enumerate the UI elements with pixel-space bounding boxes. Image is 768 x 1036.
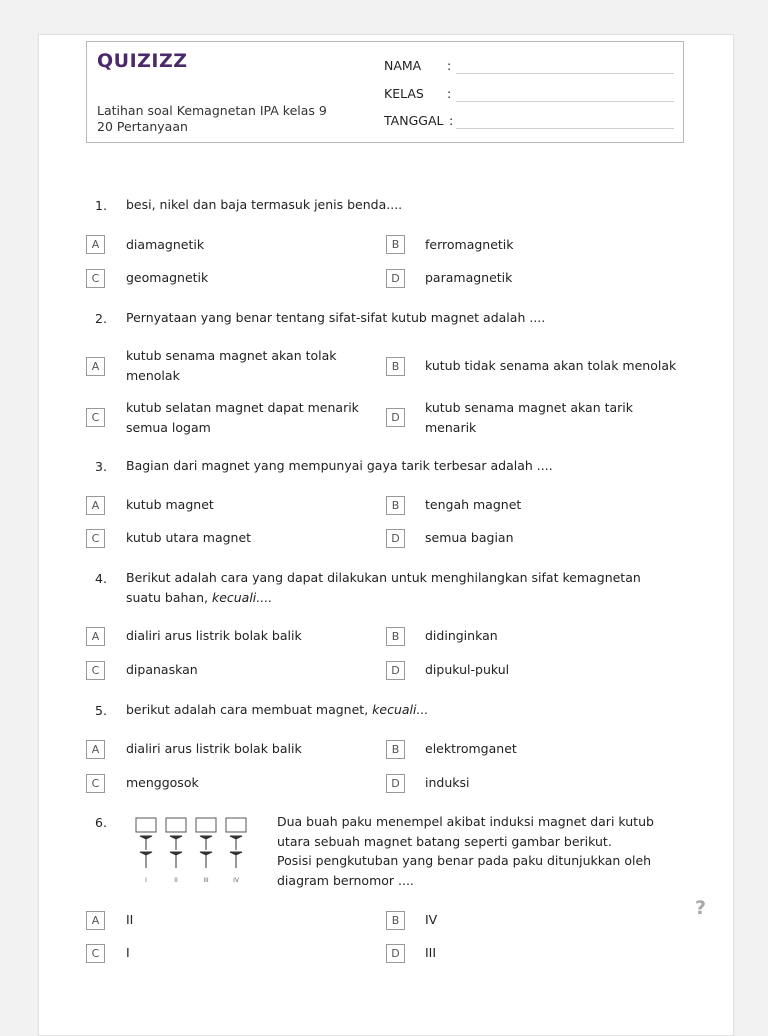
option-text: kutub senama magnet akan tolak menolak: [126, 348, 337, 383]
quiz-title: Latihan soal Kemagnetan IPA kelas 9: [97, 103, 327, 118]
option-text: IV: [425, 912, 438, 927]
option-letter[interactable]: D: [386, 774, 405, 793]
option-text: kutub senama magnet akan tarik menarik: [425, 400, 634, 435]
option-text: paramagnetik: [425, 270, 513, 285]
date-line: [456, 128, 674, 129]
option-text: kutub utara magnet: [126, 530, 252, 545]
class-field: KELAS :: [384, 84, 676, 112]
option-text: kutub selatan magnet dapat menarik semua logam: [126, 400, 359, 435]
option-text: dialiri arus listrik bolak balik: [126, 741, 302, 756]
option-letter[interactable]: A: [86, 496, 105, 515]
magnet-bar: [196, 818, 216, 832]
field-label: TANGGAL: [384, 113, 444, 128]
student-fields: [384, 56, 676, 139]
option-text: dipukul-pukul: [425, 662, 510, 677]
option-text: induksi: [425, 775, 470, 790]
option-text: semua bagian: [425, 530, 514, 545]
magnet-bar: [226, 818, 246, 832]
magnet-nail-diagram: [130, 816, 254, 886]
field-label: KELAS: [384, 85, 424, 101]
option-letter[interactable]: D: [386, 944, 405, 963]
option-letter[interactable]: D: [386, 269, 405, 288]
option-text: II: [126, 912, 134, 927]
option-text: tengah magnet: [425, 497, 522, 512]
option-text: diamagnetik: [126, 237, 205, 252]
diagram-label: III: [203, 877, 209, 884]
option-letter[interactable]: D: [386, 661, 405, 680]
option-letter[interactable]: A: [86, 911, 105, 930]
question-number: 6.: [95, 815, 107, 830]
option-letter[interactable]: C: [86, 661, 105, 680]
question-number: 5.: [95, 703, 107, 718]
option-text: menggosok: [126, 775, 199, 790]
option-text: elektromganet: [425, 741, 517, 756]
diagram-label: II: [174, 877, 178, 884]
option-letter[interactable]: B: [386, 235, 405, 254]
option-text: ferromagnetik: [425, 237, 514, 252]
option-letter[interactable]: A: [86, 740, 105, 759]
option-letter[interactable]: B: [386, 357, 405, 376]
option-letter[interactable]: C: [86, 529, 105, 548]
diagram-label: IV: [233, 877, 239, 884]
option-text: geomagnetik: [126, 270, 209, 285]
question-number: 1.: [95, 198, 107, 213]
quiz-title-block: [97, 103, 327, 135]
option-letter[interactable]: A: [86, 627, 105, 646]
option-letter[interactable]: A: [86, 235, 105, 254]
option-letter[interactable]: B: [386, 911, 405, 930]
option-letter[interactable]: D: [386, 529, 405, 548]
option-letter[interactable]: C: [86, 408, 105, 427]
option-letter[interactable]: C: [86, 269, 105, 288]
question-text: berikut adalah cara membuat magnet, kecuali...: [126, 702, 429, 717]
option-letter[interactable]: B: [386, 627, 405, 646]
question-number: 2.: [95, 311, 107, 326]
magnet-bar: [166, 818, 186, 832]
option-letter[interactable]: B: [386, 740, 405, 759]
question-count: 20 Pertanyaan: [97, 119, 188, 134]
option-letter[interactable]: A: [86, 357, 105, 376]
name-field: NAMA :: [384, 56, 676, 84]
question-text: Berikut adalah cara yang dapat dilakukan untuk menghilangkan sifat kemagnetan suatu bahan, kecuali....: [126, 570, 641, 605]
option-text: kutub tidak senama akan tolak menolak: [425, 358, 677, 373]
question-number: 3.: [95, 459, 107, 474]
option-text: kutub magnet: [126, 497, 214, 512]
option-text: dipanaskan: [126, 662, 198, 677]
diagram-label: I: [145, 877, 147, 884]
quizizz-logo: QUIZIZZ: [97, 50, 188, 72]
option-text: didinginkan: [425, 628, 498, 643]
help-icon[interactable]: ?: [695, 897, 707, 919]
option-letter[interactable]: B: [386, 496, 405, 515]
question-text: Dua buah paku menempel akibat induksi magnet dari kutub utara sebuah magnet batang seperti gambar berikut. Posisi pengkutuban yang benar pada paku ditunjukkan oleh diagram bernomor ....: [277, 814, 654, 888]
option-text: I: [126, 945, 130, 960]
option-letter[interactable]: C: [86, 774, 105, 793]
field-label: NAMA: [384, 58, 422, 73]
class-line: [456, 101, 674, 102]
question-text: Pernyataan yang benar tentang sifat-sifat kutub magnet adalah ....: [126, 310, 546, 325]
name-line: [456, 73, 674, 74]
option-letter[interactable]: C: [86, 944, 105, 963]
option-text: III: [425, 945, 437, 960]
option-text: dialiri arus listrik bolak balik: [126, 628, 302, 643]
magnet-bar: [136, 818, 156, 832]
question-number: 4.: [95, 571, 107, 586]
question-text: Bagian dari magnet yang mempunyai gaya tarik terbesar adalah ....: [126, 458, 553, 473]
date-field: TANGGAL :: [384, 111, 676, 139]
option-letter[interactable]: D: [386, 408, 405, 427]
question-text: besi, nikel dan baja termasuk jenis benda....: [126, 197, 403, 212]
